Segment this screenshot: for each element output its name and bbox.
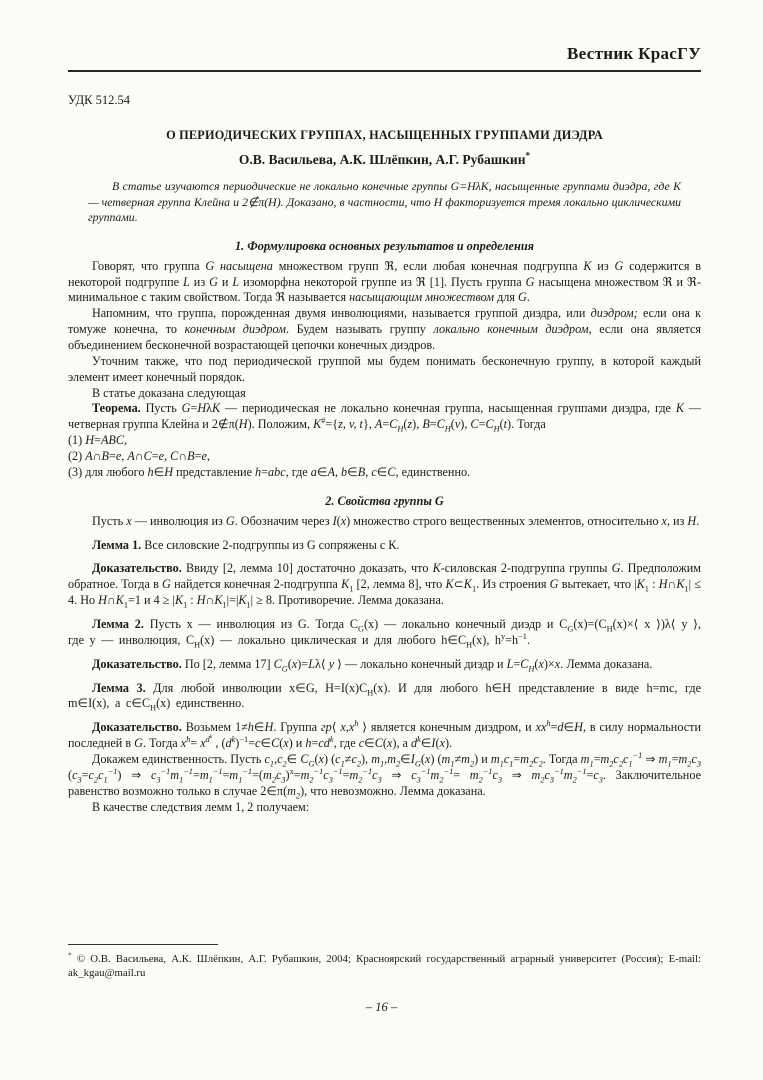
udc-number: УДК 512.54	[68, 93, 130, 107]
paper-title: О ПЕРИОДИЧЕСКИХ ГРУППАХ, НАСЫЩЕННЫХ ГРУППАМИ ДИЭДРА	[166, 128, 603, 142]
footnote-separator	[68, 944, 218, 945]
page-number: – 16 –	[365, 1000, 398, 1014]
lemma2-statement: Лемма 2. Пусть x — инволюция из G. Тогда $C_G(x)$ — локально конечный диэдр и $C_G(x)=(C_H(x)\times⟨$ x ⟩)λ⟨ y ⟩, где y — инволюция, $C_H(x)$ — локально циклическая и для любого $h\in C_H(x)$, $h^y=h^{-1}$.	[68, 617, 701, 650]
paragraph-involution-intro: Пусть x — инволюция из G. Обозначим через I(x) множество строго вещественных элементов, относительно x, из H.	[92, 513, 700, 528]
page-content	[68, 0, 701, 815]
paragraph-saturation-definition: Говорят, что группа G насыщена множеством групп ℜ, если любая конечная подгруппа K из G содержится в некоторой подгруппе L из G и L изоморфна некоторой группе из ℜ [1]. Пусть группа G насыщена множеством ℜ и ℜ-минимальное с таким свойством. Тогда ℜ называется насыщающим множеством для G.	[68, 258, 702, 305]
lemma1-proof: Доказательство. Ввиду [2, лемма 10] достаточно доказать, что К-силовская 2-подгруппа группы G. Предположим обратное. Тогда в G найдется конечная 2-подгруппа $K_1$ [2, лемма 8], что $K\subset K_1$. Из строения G вытекает, что $|K_1$ : $H\cap K_1| \le 4$. Но $H\cap K_1=1$ и $4 \ge |K_1$ : $H\cap K_1|=|K_1| \ge 8$. Противоречие. Лемма доказана.	[68, 561, 701, 610]
paragraph-periodic-definition: Уточним также, что под периодической группой мы будем понимать бесконечную группу, в которой каждый элемент имеет конечный порядок.	[68, 353, 701, 384]
abstract-text: В статье изучаются периодические не локально конечные группы G=HλK, насыщенные группами диэдра, где K — четверная группа Клейна и 2∉π(H). Доказано, в частности, что H факторизуется тремя локально циклическими группами.	[88, 179, 681, 225]
lemma3-proof: Доказательство. Возьмем 1≠h∈H. Группа гр⟨ $x,x^h$ ⟩ является конечным диэдром, и $xx^h=d\in H$, в силу нормальности последней в G. Тогда $x^h= x^{d^k}$ , $(d^k)^{-1}=c\in C(x)$ и $h=cd^k$, где c∈C(x), а $d^k\in I(x)$.	[68, 719, 701, 751]
lemma3-proof-uniqueness: Докажем единственность. Пусть $c_1,c_2\in$ $C_G(x)$ $(c_1\ne c_2)$, $m_1,m_2\in I_G(x)$ $(m_1\ne m_2)$ и $m_1c_1=m_2c_2$. Тогда $m_1=m_2c_2c_1^{-1}$ ⇒ $m_1=m_2c_3$ $(c_3=c_2c_1^{-1})$ ⇒ $c_3^{-1}m_1^{-1}=m_1^{-1}=m_1^{-1}=(m_2c_3)^x=m_2^{-1}c_3^{-1}=m_2^{-1}c_3$ ⇒ $c_3^{-1}m_2^{-1}= m_2^{-1}c_3$ ⇒ $m_2c_3^{-1}m_2^{-1}=c_3$. Заключительное равенство возможно только в случае $2\in\pi(m_2)$, что невозможно. Лемма доказана.	[68, 750, 701, 801]
paragraph-theorem-lead: В статье доказана следующая	[92, 385, 246, 400]
theorem-statement: Теорема. Пусть G=HλK — периодическая не локально конечная группа, насыщенная группами диэдра, где K — четверная группа Клейна и 2∉π(H). Положим, K#={z, v, t}, $A=C_H(z)$, $B=C_H(v)$, $C=C_H(t)$. Тогда	[68, 401, 701, 434]
section2-heading: 2. Свойства группы G	[325, 493, 444, 508]
lemma3-statement: Лемма 3. Для любой инволюции x∈G, $H=I(x)C_H(x)$. И для любого h∈H представление в виде h=mc, где m∈I(x), a $c\in C_H(x)$ единственно.	[68, 680, 701, 713]
lemma1-statement: Лемма 1. Все силовские 2-подгруппы из G сопряжены с К.	[92, 537, 400, 552]
theorem-item-2: (2) A∩B=e, A∩C=e, C∩B=e,	[68, 449, 210, 463]
header-rule	[68, 70, 701, 72]
footnote-text: * © О.В. Васильева, А.К. Шлёпкин, А.Г. Рубашкин, 2004; Красноярский государственный аграрный университет (Россия); E-mail: ak_kgau@mail.ru	[68, 950, 701, 980]
section1-heading: 1. Формулировка основных результатов и определения	[234, 238, 534, 253]
theorem-item-1: (1) H=ABC,	[68, 433, 128, 448]
paragraph-dihedral-definition: Напомним, что группа, порожденная двумя инволюциями, называется группой диэдра, или диэдром; если она к томуже конечна, то конечным диэдром. Будем называть группу локально конечным диэдром, если она является объединением бесконечной возрастающей цепочки конечных диэдров.	[68, 306, 702, 352]
lemma2-proof: Доказательство. По [2, лемма 17] $C_G(x)=L\lambda⟨$ y ⟩ — локально конечный диэдр и $L=C_H(x)\times x$. Лемма доказана.	[92, 656, 653, 674]
theorem-item-3: (3) для любого h∈H представление h=abc, где a∈A, b∈B, c∈C, единственно.	[68, 464, 471, 479]
journal-header: Вестник КрасГУ	[567, 44, 701, 63]
corollary-lead: В качестве следствия лемм 1, 2 получаем:	[92, 799, 310, 814]
authors-line: О.В. Васильева, А.К. Шлёпкин, А.Г. Рубашкин*	[238, 150, 531, 167]
